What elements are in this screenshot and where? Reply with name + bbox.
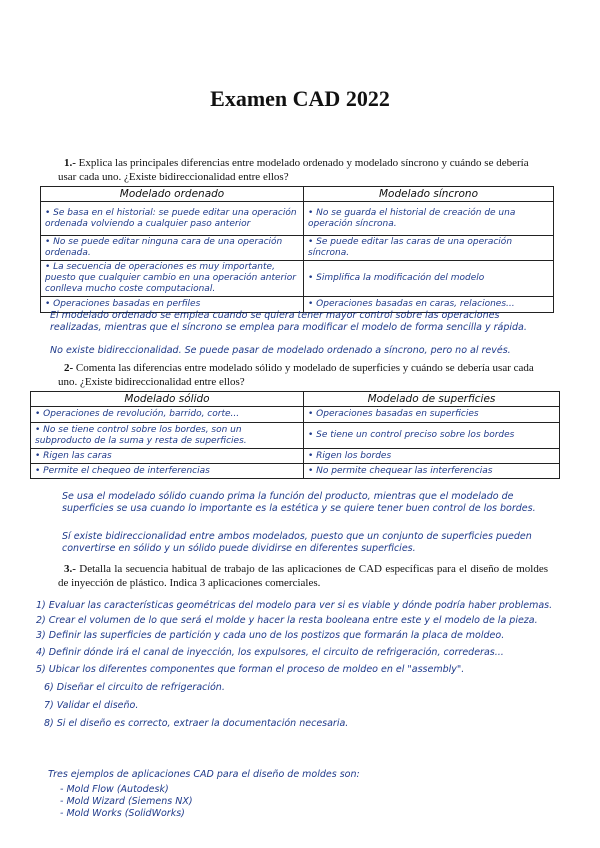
- table-1-header-1: Modelado síncrono: [304, 187, 554, 202]
- table-1-cell: • Operaciones basadas en perfiles: [41, 297, 304, 313]
- table-1-cell: • Se puede editar las caras de una operación síncrona.: [304, 236, 554, 261]
- table-2-cell: • Permite el chequeo de interferencias: [31, 464, 304, 479]
- example-item: - Mold Works (SolidWorks): [60, 808, 185, 819]
- question-1: [58, 157, 548, 184]
- step-item: 6) Diseñar el circuito de refrigeración.: [44, 682, 225, 693]
- table-2: [30, 391, 560, 479]
- table-2-cell: • No se tiene control sobre los bordes, son un subproducto de la suma y resta de superficies.: [31, 423, 304, 449]
- table-1-cell: • Operaciones basadas en caras, relaciones...: [304, 297, 554, 313]
- answer-1-paragraph-2: No existe bidireccionalidad. Se puede pasar de modelado ordenado a síncrono, pero no al revés.: [50, 345, 511, 356]
- answer-1-paragraph-1: El modelado ordenado se emplea cuando se quiera tener mayor control sobre las operaciones realizadas, mientras que el síncrono se emplea para modificar el modelo de forma sencilla y rápida.: [50, 310, 527, 333]
- question-1-text: Explica las principales diferencias entre modelado ordenado y modelado síncrono y cuándo se debería usar cada uno. ¿Existe bidireccionalidad entre ellos?: [58, 157, 529, 183]
- question-3-number: 3.-: [64, 563, 76, 575]
- table-2-header-1: Modelado de superficies: [304, 392, 560, 407]
- table-1: [40, 186, 554, 313]
- table-2-header-0: Modelado sólido: [31, 392, 304, 407]
- step-item: 7) Validar el diseño.: [44, 700, 139, 711]
- example-item: - Mold Wizard (Siemens NX): [60, 796, 193, 807]
- page-title: Examen CAD 2022: [210, 86, 390, 111]
- question-2-text: Comenta las diferencias entre modelado sólido y modelado de superficies y cuándo se debería usar cada uno. ¿Existe bidireccionalidad entre ellos?: [58, 362, 534, 388]
- answer-2-paragraph-2: Sí existe bidireccionalidad entre ambos modelados, puesto que un conjunto de superficies pueden convertirse en sólido y un sólido puede dividirse en diferentes superficies.: [62, 531, 532, 554]
- table-2-cell: • Operaciones de revolución, barrido, corte...: [31, 407, 304, 423]
- step-item: 3) Definir las superficies de partición y cada uno de los postizos que formarán la placa de moldeo.: [36, 630, 505, 641]
- step-item: 2) Crear el volumen de lo que será el molde y hacer la resta booleana entre este y el modelo de la pieza.: [36, 615, 538, 626]
- table-2-cell: • Operaciones basadas en superficies: [304, 407, 560, 423]
- question-3-text: Detalla la secuencia habitual de trabajo de las aplicaciones de CAD específicas para el diseño de moldes de inyección de plástico. Indica 3 aplicaciones comerciales.: [58, 563, 548, 589]
- table-1-cell: • Se basa en el historial: se puede editar una operación ordenada volviendo a cualquier paso anterior: [41, 202, 304, 236]
- answer-2-paragraph-1: Se usa el modelado sólido cuando prima la función del producto, mientras que el modelado de superficies se usa cuando lo importante es la estética y se quiere tener buen control de los bordes.: [62, 491, 536, 514]
- table-2-cell: • No permite chequear las interferencias: [304, 464, 560, 479]
- step-list: [36, 600, 566, 730]
- question-2-number: 2-: [64, 362, 74, 374]
- table-1-cell: • Simplifica la modificación del modelo: [304, 261, 554, 297]
- table-1-cell: • La secuencia de operaciones es muy importante, puesto que cualquier cambio en una operación anterior conlleva mucho coste computacional.: [41, 261, 304, 297]
- example-item: - Mold Flow (Autodesk): [60, 784, 169, 795]
- step-item: 5) Ubicar los diferentes componentes que forman el proceso de moldeo en el "assembly".: [36, 664, 465, 675]
- question-3: [58, 563, 548, 590]
- examples-intro: Tres ejemplos de aplicaciones CAD para el diseño de moldes son:: [48, 769, 360, 780]
- step-item: 8) Si el diseño es correcto, extraer la documentación necesaria.: [44, 718, 349, 729]
- step-item: 4) Definir dónde irá el canal de inyección, los expulsores, el circuito de refrigeración, correderas...: [36, 647, 504, 658]
- table-1-cell: • No se guarda el historial de creación de una operación síncrona.: [304, 202, 554, 236]
- table-2-cell: • Rigen los bordes: [304, 449, 560, 464]
- table-1-header-0: Modelado ordenado: [41, 187, 304, 202]
- step-item: 1) Evaluar las características geométricas del modelo para ver si es viable y dónde podría haber problemas.: [36, 600, 553, 611]
- examples-list: [60, 784, 460, 820]
- question-2: [58, 362, 548, 389]
- table-2-cell: • Se tiene un control preciso sobre los bordes: [304, 423, 560, 449]
- table-2-cell: • Rigen las caras: [31, 449, 304, 464]
- table-1-cell: • No se puede editar ninguna cara de una operación ordenada.: [41, 236, 304, 261]
- question-1-number: 1.-: [64, 157, 76, 169]
